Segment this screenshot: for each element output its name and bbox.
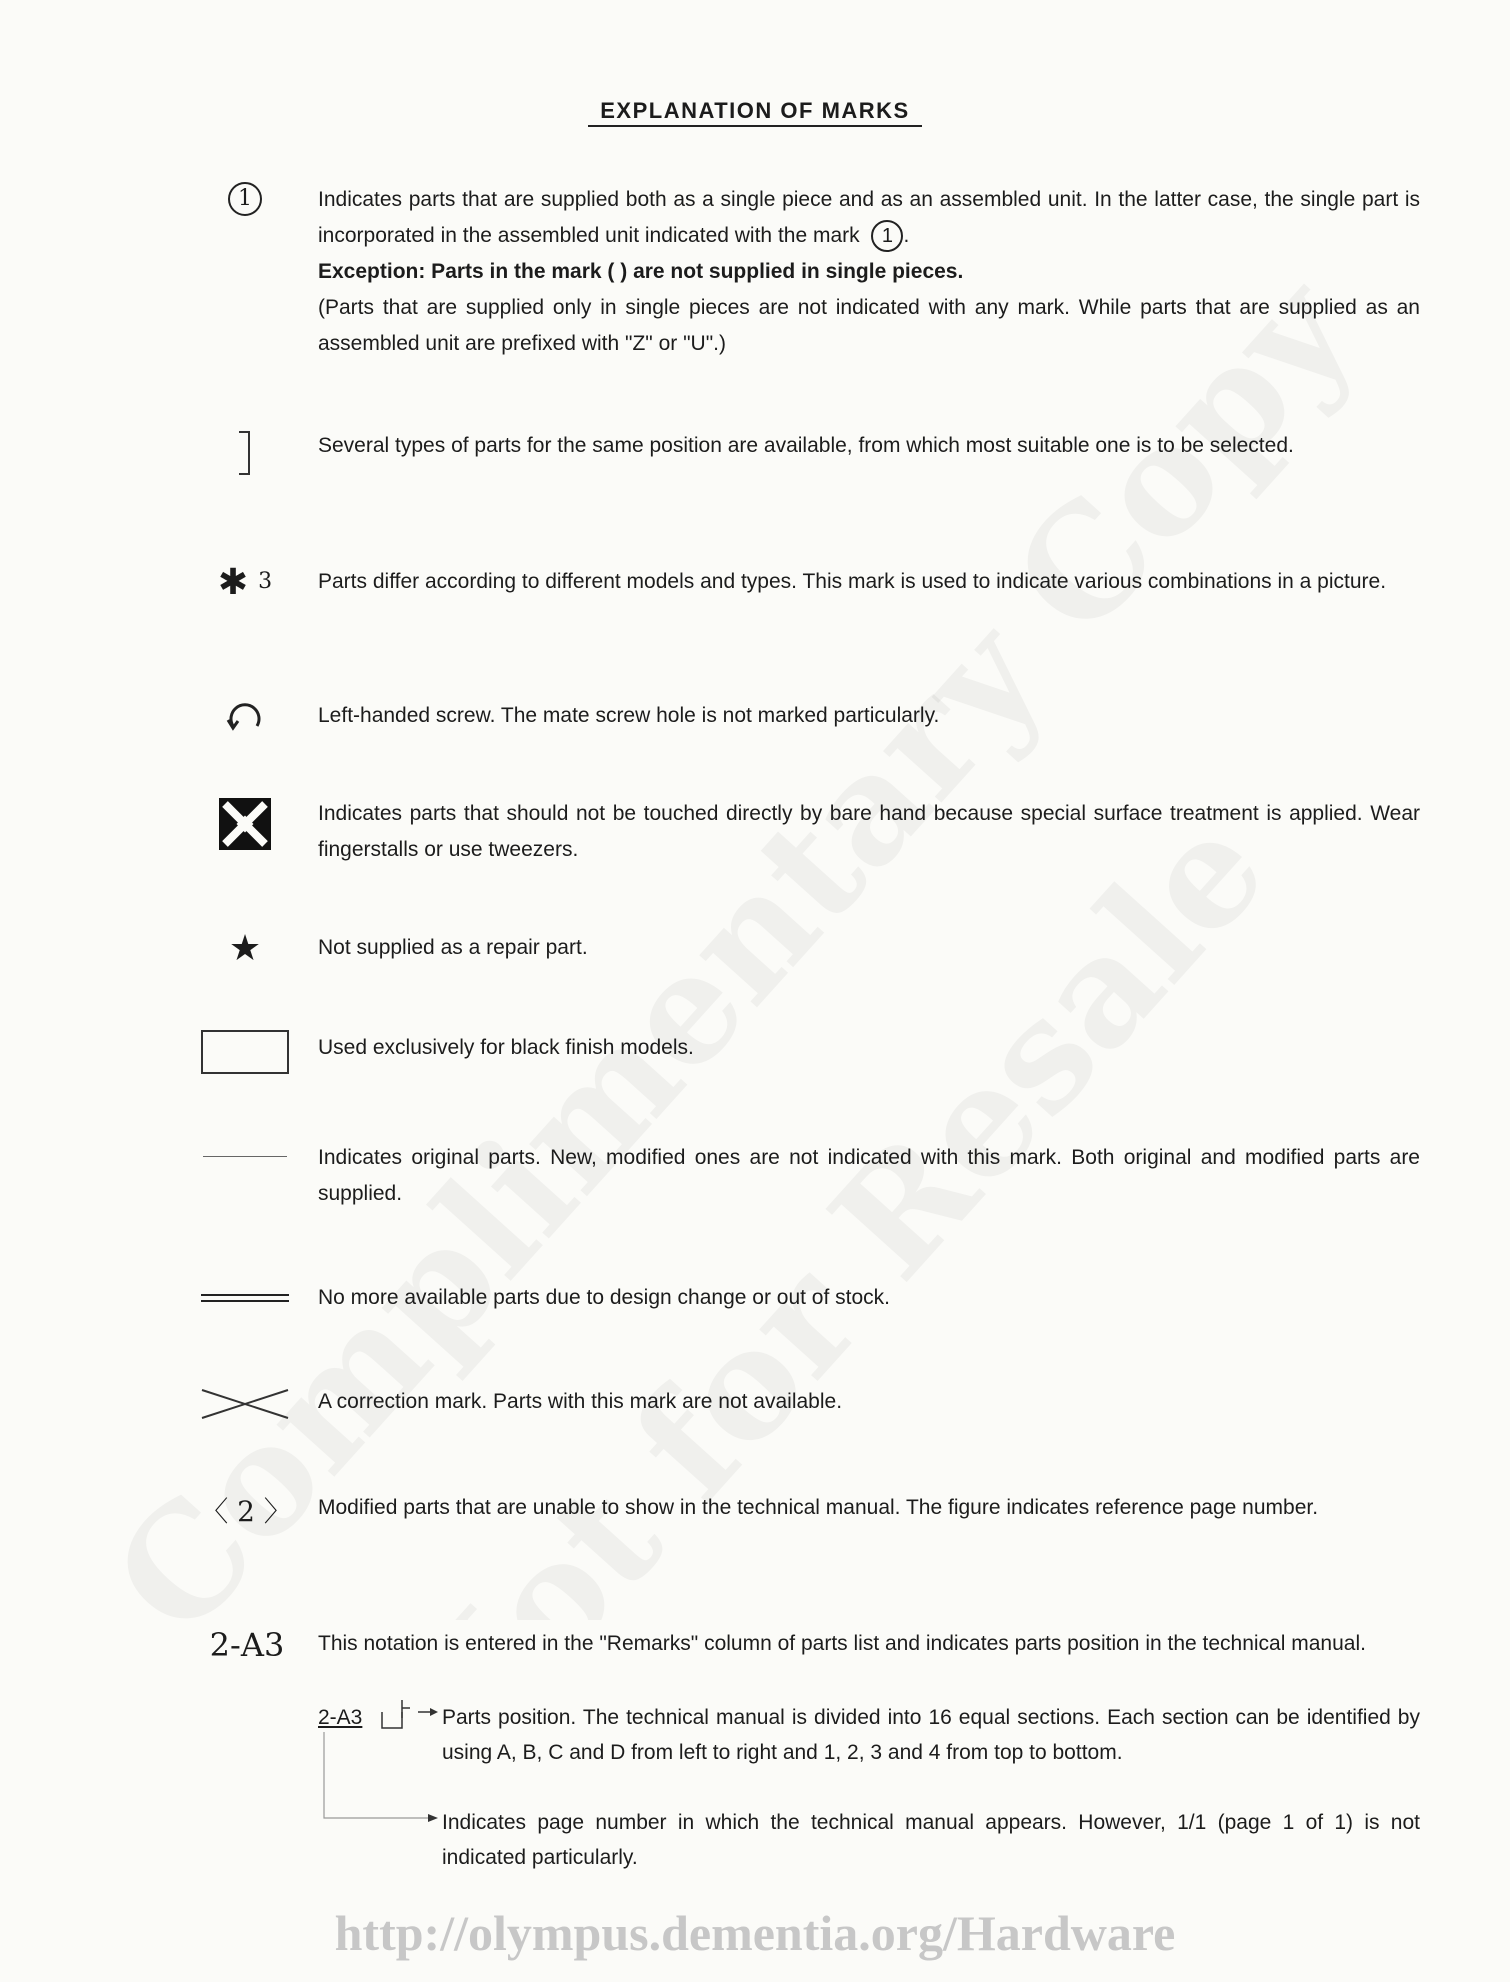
left-hand-screw-icon <box>195 698 295 758</box>
item-text: Indicates parts that are supplied both as a single piece and as an assembled unit. In the latter case, the single part is incorporated in the assembled unit indicated with the mark <box>318 188 1420 247</box>
star-icon: ★ <box>228 927 262 968</box>
item-text: Left-handed screw. The mate screw hole is not marked particularly. <box>318 704 940 727</box>
double-line-icon <box>200 1280 290 1340</box>
item-text: Indicates parts that should not be touched directly by bare hand because special surface treatment is applied. Wear fingerstalls or use tweezers. <box>318 802 1420 861</box>
item-description: Indicates parts that are supplied both as a single piece and as an assembled unit. In the latter case, the single part is incorporated in the assembled unit indicated with the mark 1 . Exception: Parts in the mark ( ) are not supplied in single pieces. (Parts that are supplied only in single pieces are not indicated with any mark. While parts that are supplied as an assembled unit are prefixed with "Z" or "U".) <box>318 182 1420 362</box>
no-touch-icon <box>195 796 295 856</box>
circled-mark-inline: 1 <box>871 220 903 252</box>
notation-icon: 2-A3 <box>209 1626 285 1664</box>
item-note: (Parts that are supplied only in single pieces are not indicated with any mark. While parts that are supplied as an assembled unit are prefixed with "Z" or "U".) <box>318 296 1420 355</box>
item-text: Not supplied as a repair part. <box>318 936 588 959</box>
item-text: Indicates original parts. New, modified ones are not indicated with this mark. Both original and modified parts are supplied. <box>318 1146 1420 1205</box>
notation-page-text: Indicates page number in which the technical manual appears. However, 1/1 (page 1 of 1) is not indicated particularly. <box>442 1811 1420 1869</box>
item-text: This notation is entered in the "Remarks" column of parts list and indicates parts position in the technical manual. <box>318 1632 1366 1655</box>
footer-url: http://olympus.dementia.org/Hardware <box>334 1905 1176 1961</box>
notation-arrows <box>318 1700 442 1850</box>
notation-position-text: Parts position. The technical manual is divided into 16 equal sections. Each section can be identified by using A, B, C and D from left to right and 1, 2, 3 and 4 from top to bottom. <box>442 1706 1420 1764</box>
asterisk-icon: ✱ 3 <box>217 561 273 602</box>
item-text: Modified parts that are unable to show in the technical manual. The figure indicates reference page number. <box>318 1496 1319 1519</box>
single-line-icon <box>200 1140 290 1200</box>
cross-lines-icon <box>198 1384 292 1444</box>
item-text: A correction mark. Parts with this mark are not available. <box>318 1390 843 1413</box>
item-text: No more available parts due to design change or out of stock. <box>318 1286 891 1309</box>
bracket-icon <box>195 428 295 488</box>
item-text: Used exclusively for black finish models. <box>318 1036 694 1059</box>
box-icon <box>200 1030 290 1090</box>
angle-bracket-icon: 〈 2 〉 <box>200 1495 292 1528</box>
page-title: EXPLANATION OF MARKS <box>0 98 1510 124</box>
item-text: Parts differ according to different models and types. This mark is used to indicate various combinations in a picture. <box>318 570 1387 593</box>
notation-code: 2-A3 <box>318 1706 363 1729</box>
exception-note: Exception: Parts in the mark ( ) are not supplied in single pieces. <box>318 260 964 283</box>
item-text: Several types of parts for the same position are available, from which most suitable one is to be selected. <box>318 434 1294 457</box>
circled-number-icon: 1 <box>205 182 285 242</box>
